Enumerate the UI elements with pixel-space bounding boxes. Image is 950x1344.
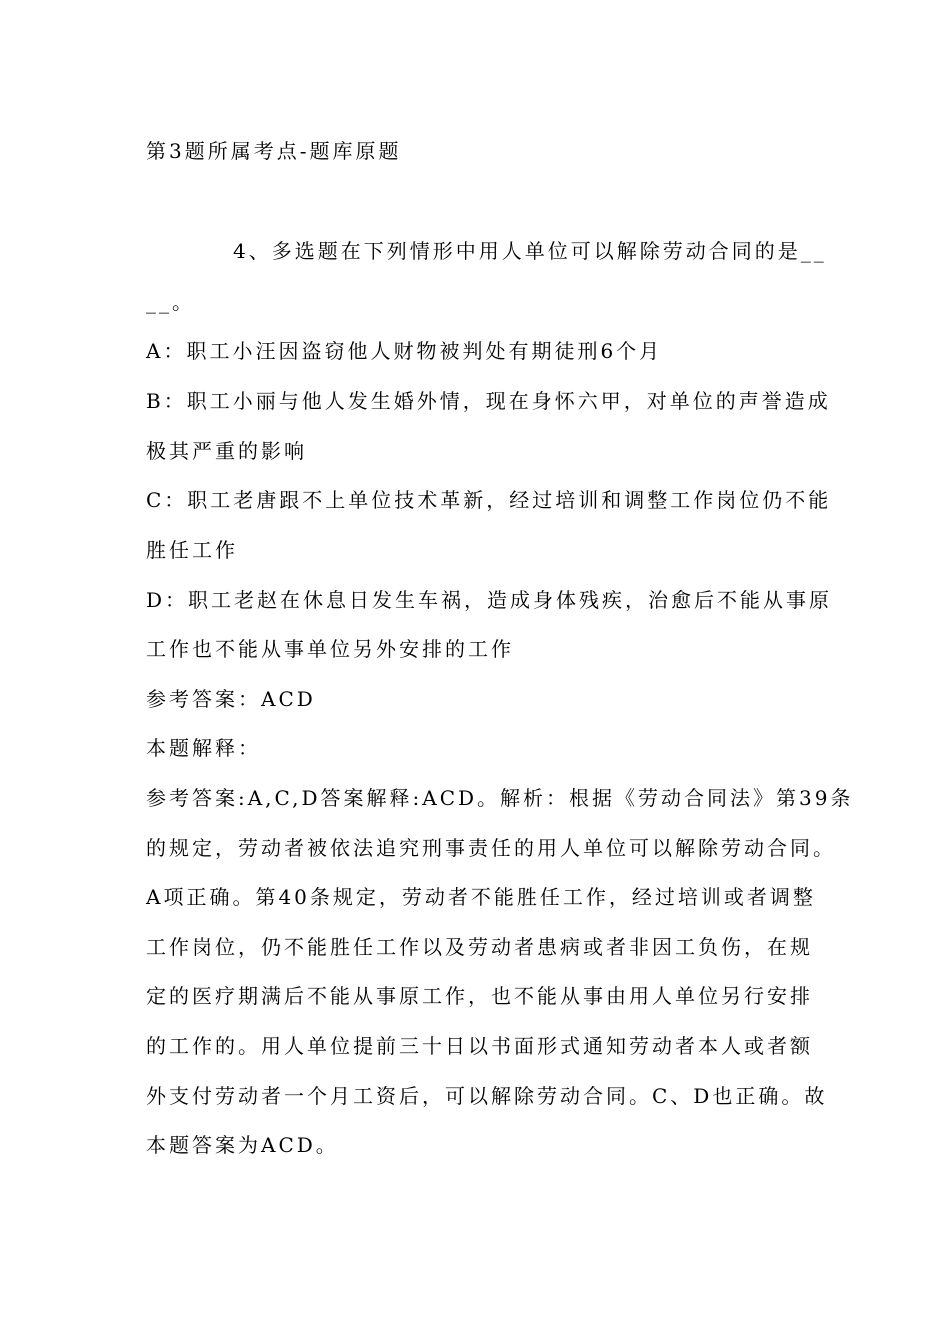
explanation-line: A项正确。第40条规定，劳动者不能胜任工作，经过培训或者调整 bbox=[146, 885, 816, 909]
option-d-line-1: D：职工老赵在休息日发生车祸，造成身体残疾，治愈后不能从事原 bbox=[146, 588, 833, 612]
explanation-line: 定的医疗期满后不能从事原工作，也不能从事由用人单位另行安排 bbox=[146, 984, 813, 1008]
explanation-line: 外支付劳动者一个月工资后，可以解除劳动合同。C、D也正确。故 bbox=[146, 1084, 828, 1108]
option-c-line-2: 胜任工作 bbox=[146, 538, 238, 562]
question-text-line-1: 4、多选题在下列情形中用人单位可以解除劳动合同的是__ bbox=[233, 239, 827, 263]
explanation-line: 参考答案:A,C,D答案解释:ACD。解析：根据《劳动合同法》第39条 bbox=[146, 786, 854, 810]
explanation-line: 的规定，劳动者被依法追究刑事责任的用人单位可以解除劳动合同。 bbox=[146, 836, 836, 860]
explanation-label: 本题解释： bbox=[146, 736, 261, 760]
option-d-line-2: 工作也不能从事单位另外安排的工作 bbox=[146, 637, 514, 661]
explanation-line: 的工作的。用人单位提前三十日以书面形式通知劳动者本人或者额 bbox=[146, 1034, 813, 1058]
reference-answer: 参考答案：ACD bbox=[146, 687, 316, 711]
option-a: A：职工小汪因盗窃他人财物被判处有期徒刑6个月 bbox=[146, 339, 663, 363]
explanation-line: 本题答案为ACD。 bbox=[146, 1133, 339, 1157]
question-text-line-2: __。 bbox=[146, 290, 195, 314]
section-label: 第3题所属考点-题库原题 bbox=[146, 139, 402, 163]
option-c-line-1: C：职工老唐跟不上单位技术革新，经过培训和调整工作岗位仍不能 bbox=[146, 488, 832, 512]
explanation-line: 工作岗位，仍不能胜任工作以及劳动者患病或者非因工负伤，在规 bbox=[146, 935, 813, 959]
option-b-line-1: B：职工小丽与他人发生婚外情，现在身怀六甲，对单位的声誉造成 bbox=[146, 389, 831, 413]
option-b-line-2: 极其严重的影响 bbox=[146, 439, 307, 463]
